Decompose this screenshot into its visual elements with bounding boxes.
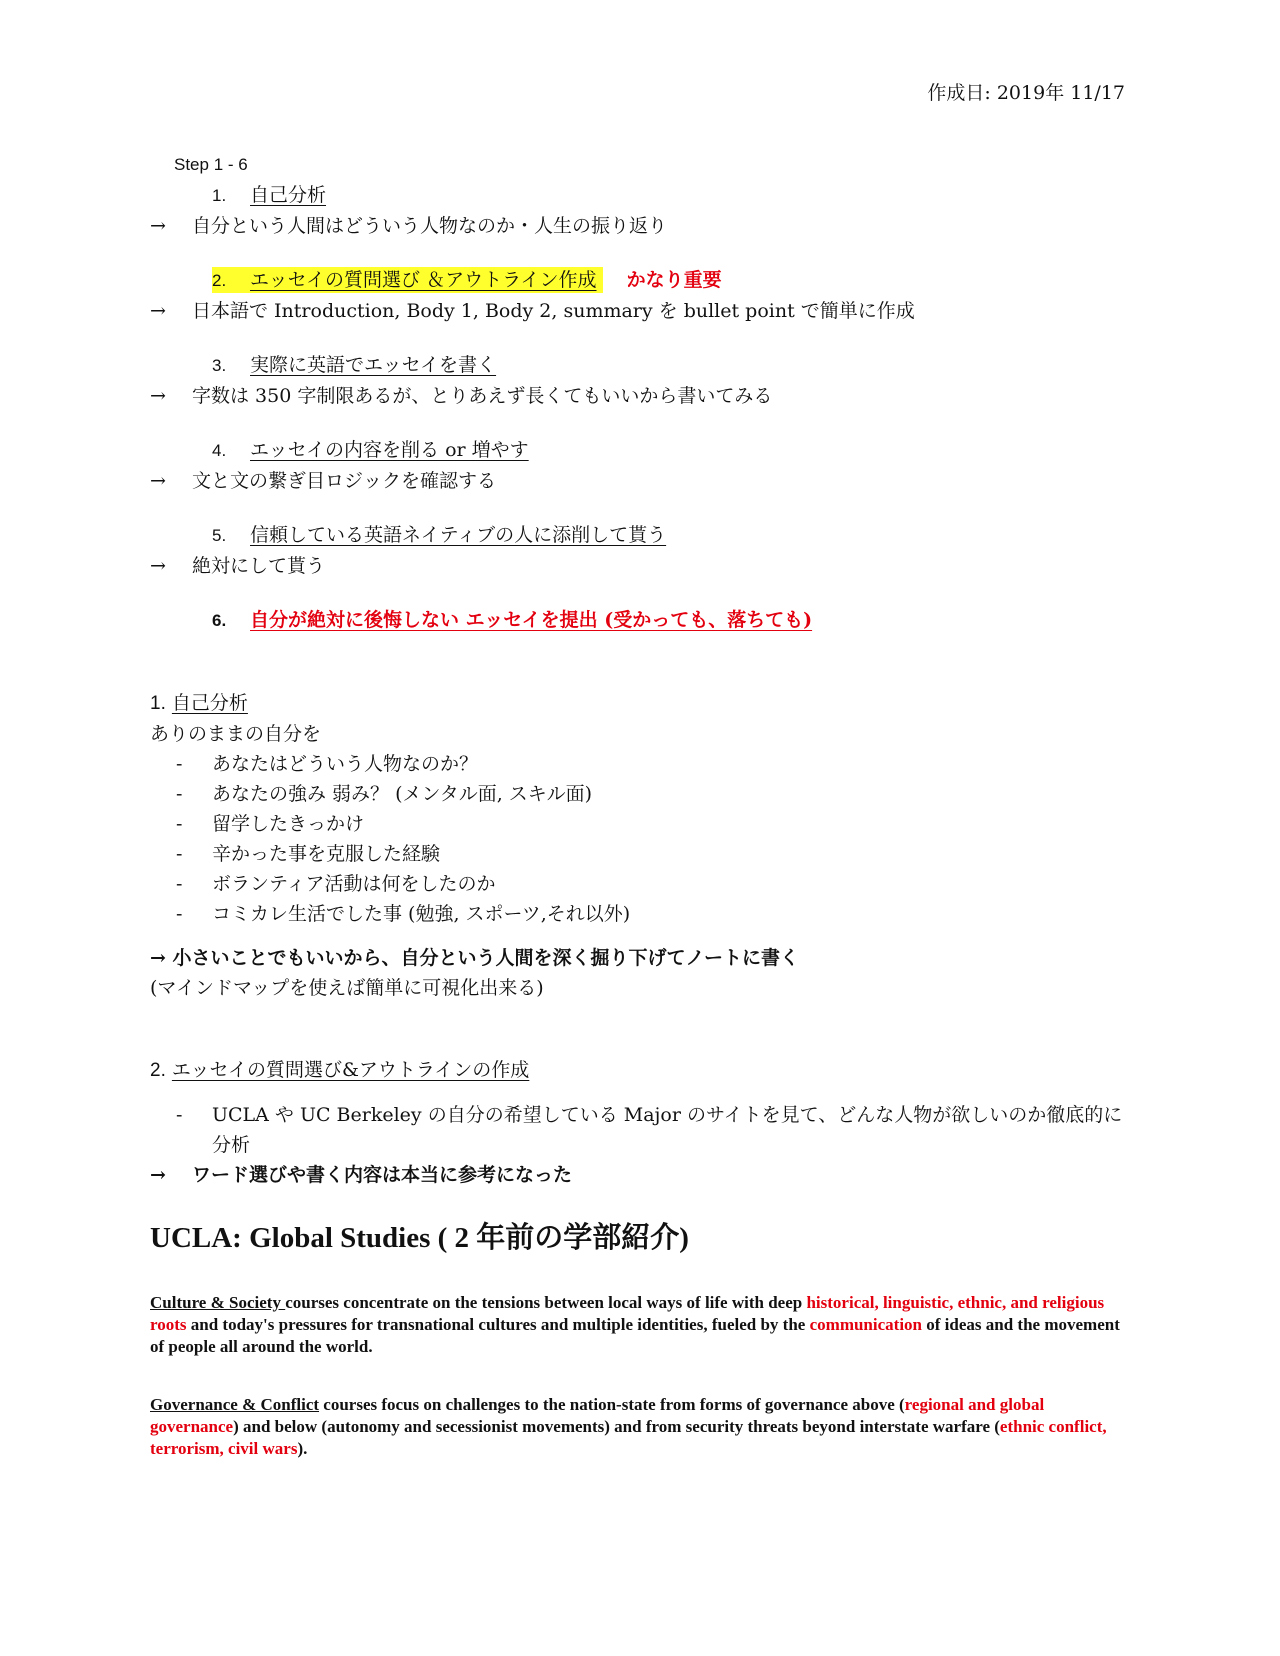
section-1-conclusion-note: (マインドマップを使えば簡単に可視化出来る) [150,977,544,999]
highlight-phrase: regional and global governance [150,1395,1045,1436]
section-2-note [150,1160,1130,1190]
arrow-icon: → [150,470,166,492]
list-item: - UCLA や UC Berkeley の自分の希望している Major のサイトを見て、どんな人物が欲しいのか徹底的に分析 [176,1104,1123,1156]
section-title: エッセイの質問選び&アウトラインの作成 [171,1059,530,1081]
arrow-icon: → [150,215,166,237]
note-text: 自分という人間はどういう人物なのか・人生の振り返り [192,215,668,237]
arrow-icon: → [150,385,166,407]
important-label: かなり重要 [626,269,722,291]
step-header: Step 1 - 6 [174,155,248,174]
step-number: 3. [212,356,227,375]
ucla-heading: UCLA: Global Studies ( 2 年前の学部紹介) [150,1222,689,1254]
highlighted-step [212,267,603,293]
step-title: エッセイの内容を削る or 増やす [250,439,529,461]
highlight-phrase: communication [809,1315,922,1334]
step-number: 5. [212,526,227,545]
arrow-icon: → [150,555,166,577]
step-1-note [150,211,1130,241]
step-5-note [150,551,1130,581]
paragraph-lead: Culture & Society [150,1293,286,1312]
list-item: - あなたはどういう人物なのか？ [176,753,479,775]
list-item: - コミカレ生活でした事 (勉強, スポーツ,それ以外) [176,903,631,925]
paragraph-lead: Governance & Conflict [150,1395,320,1414]
highlight-phrase: historical, linguistic, ethnic, and religious roots [150,1293,1105,1334]
step-2-note [150,296,1130,326]
step-number: 6. [212,611,227,630]
step-number: 2. [212,271,227,290]
section-1-conclusion: → 小さいことでもいいから、自分という人間を深く掘り下げてノートに書く [150,947,799,969]
note-text: ワード選びや書く内容は本当に参考になった [192,1164,573,1186]
section-number: 1. [150,693,166,714]
list-item: - ボランティア活動は何をしたのか [176,873,496,895]
highlight-phrase: ethnic conflict, terrorism, civil wars [150,1417,1107,1458]
note-text: 文と文の繋ぎ目ロジックを確認する [192,470,497,492]
step-4 [150,435,1130,466]
note-text: 日本語で Introduction, Body 1, Body 2, summary を bullet point で簡単に作成 [192,300,915,322]
governance-conflict-paragraph: Governance & Conflict courses focus on challenges to the nation-state from forms of governance above (regional and global governance) and below (autonomy and secessionist movements) and from security threats beyond interstate warfare (ethnic conflict, terrorism, civil wars). [150,1395,1107,1458]
step-title: エッセイの質問選び ＆アウトライン作成 [250,269,597,291]
list-item: - 辛かった事を克服した経験 [176,843,441,865]
step-title: 実際に英語でエッセイを書く [250,354,497,376]
culture-society-paragraph: Culture & Society courses concentrate on the tensions between local ways of life with deep historical, linguistic, ethnic, and religious roots and today's pressures for transnational cultures and multiple identities, fueled by the communication of ideas and the movement of people all around the world. [150,1293,1120,1356]
list-item: - あなたの強み 弱み？ (メンタル面, スキル面) [176,783,593,805]
self-analysis-list [150,749,1130,929]
step-2 [150,265,1130,296]
arrow-icon: → [150,300,166,322]
step-6 [150,605,1130,636]
step-title: 信頼している英語ネイティブの人に添削して貰う [250,524,667,546]
arrow-icon: → [150,1164,166,1186]
section-title: 自己分析 [171,692,248,714]
section-2-heading [150,1055,1130,1086]
document-body [150,150,1130,1460]
creation-date: 作成日: 2019年 11/17 [927,82,1125,104]
step-3-note [150,381,1130,411]
outline-list [150,1100,1130,1160]
section-1-intro: ありのままの自分を [150,723,322,745]
section-1-heading [150,688,1130,719]
step-5 [150,520,1130,551]
note-text: 字数は 350 字制限あるが、とりあえず長くてもいいから書いてみる [192,385,773,407]
step-4-note [150,466,1130,496]
step-title: 自分が絶対に後悔しない エッセイを提出 (受かっても、落ちても) [250,609,813,631]
step-3 [150,350,1130,381]
step-title: 自己分析 [250,184,327,206]
note-text: 絶対にして貰う [192,555,326,577]
list-item: - 留学したきっかけ [176,813,365,835]
step-number: 4. [212,441,227,460]
step-1 [150,180,1130,211]
step-number: 1. [212,186,227,205]
section-number: 2. [150,1060,166,1081]
